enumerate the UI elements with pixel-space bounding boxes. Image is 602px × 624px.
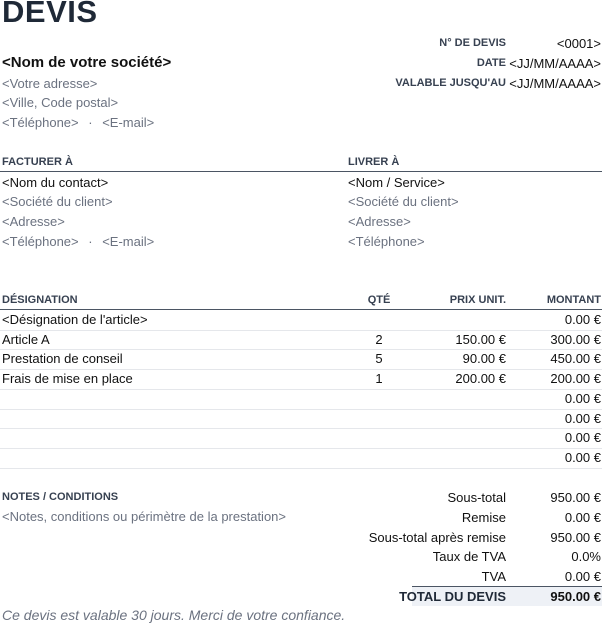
row-designation: Article A bbox=[2, 332, 50, 347]
valid-until-label: VALABLE JUSQU'AU bbox=[395, 77, 506, 89]
row-divider bbox=[0, 369, 602, 370]
address-divider bbox=[0, 171, 602, 172]
row-qty: 2 bbox=[375, 332, 383, 347]
date-value: <JJ/MM/AAAA> bbox=[509, 56, 601, 71]
row-designation: Prestation de conseil bbox=[2, 351, 123, 366]
bill-to-contact: <Nom du contact> bbox=[2, 175, 109, 190]
col-header-unit-price: PRIX UNIT. bbox=[449, 294, 506, 306]
col-header-amount: MONTANT bbox=[546, 294, 601, 306]
bill-to-address: <Adresse> bbox=[2, 214, 65, 229]
quote-number-value: <0001> bbox=[556, 36, 601, 51]
document-title: DEVIS bbox=[2, 0, 98, 29]
ship-to-address: <Adresse> bbox=[348, 214, 411, 229]
row-divider bbox=[0, 428, 602, 429]
table-header-divider bbox=[0, 309, 602, 310]
row-amount: 0.00 € bbox=[564, 411, 601, 426]
subtotal-label: Sous-total bbox=[447, 490, 506, 505]
subtotal-value: 950.00 € bbox=[550, 490, 601, 505]
company-phone: <Téléphone> bbox=[2, 115, 79, 130]
row-amount: 0.00 € bbox=[564, 430, 601, 445]
ship-to-phone: <Téléphone> bbox=[348, 234, 425, 249]
row-amount: 0.00 € bbox=[564, 391, 601, 406]
total-label: TOTAL DU DEVIS bbox=[399, 589, 506, 604]
row-designation: Frais de mise en place bbox=[2, 371, 133, 386]
vat-rate-value: 0.0% bbox=[571, 549, 601, 564]
bill-to-phone: <Téléphone> bbox=[2, 234, 79, 249]
quote-number-label: N° DE DEVIS bbox=[439, 37, 506, 49]
bill-to-client: <Société du client> bbox=[2, 194, 113, 209]
row-designation: <Désignation de l'article> bbox=[2, 312, 148, 327]
bill-to-email: <E-mail> bbox=[102, 234, 155, 249]
vat-label: TVA bbox=[481, 569, 506, 584]
separator-dot: · bbox=[88, 234, 93, 249]
row-qty: 5 bbox=[375, 351, 383, 366]
bill-to-contact-line bbox=[2, 234, 154, 249]
ship-to-name: <Nom / Service> bbox=[348, 175, 445, 190]
row-amount: 450.00 € bbox=[550, 351, 601, 366]
row-amount: 200.00 € bbox=[550, 371, 601, 386]
vat-value: 0.00 € bbox=[564, 569, 601, 584]
row-divider bbox=[0, 468, 602, 469]
discount-label: Remise bbox=[461, 510, 506, 525]
notes-heading: NOTES / CONDITIONS bbox=[2, 491, 119, 503]
company-address: <Votre adresse> bbox=[2, 76, 98, 91]
col-header-designation: DÉSIGNATION bbox=[2, 294, 78, 306]
after-discount-value: 950.00 € bbox=[550, 530, 601, 545]
notes-text: <Notes, conditions ou périmètre de la prestation> bbox=[2, 509, 287, 524]
row-unit-price: 150.00 € bbox=[455, 332, 506, 347]
separator-dot: · bbox=[88, 115, 93, 130]
row-divider bbox=[0, 330, 602, 331]
ship-to-client: <Société du client> bbox=[348, 194, 459, 209]
ship-to-heading: LIVRER À bbox=[348, 156, 400, 168]
date-label: DATE bbox=[476, 57, 506, 69]
company-name: <Nom de votre société> bbox=[2, 54, 172, 71]
row-amount: 0.00 € bbox=[564, 312, 601, 327]
vat-rate-label: Taux de TVA bbox=[432, 549, 506, 564]
bill-to-heading: FACTURER À bbox=[2, 156, 73, 168]
valid-until-value: <JJ/MM/AAAA> bbox=[509, 76, 601, 91]
company-email: <E-mail> bbox=[102, 115, 155, 130]
row-qty: 1 bbox=[375, 371, 383, 386]
discount-value: 0.00 € bbox=[564, 510, 601, 525]
row-divider bbox=[0, 389, 602, 390]
row-amount: 0.00 € bbox=[564, 450, 601, 465]
row-amount: 300.00 € bbox=[550, 332, 601, 347]
row-unit-price: 200.00 € bbox=[455, 371, 506, 386]
footer-note: Ce devis est valable 30 jours. Merci de votre confiance. bbox=[2, 607, 346, 623]
total-value: 950.00 € bbox=[550, 589, 601, 604]
company-city: <Ville, Code postal> bbox=[2, 95, 119, 110]
col-header-qty: QTÉ bbox=[367, 294, 391, 306]
row-unit-price: 90.00 € bbox=[462, 351, 506, 366]
row-divider bbox=[0, 448, 602, 449]
row-divider bbox=[0, 409, 602, 410]
after-discount-label: Sous-total après remise bbox=[368, 530, 506, 545]
row-divider bbox=[0, 349, 602, 350]
company-contact-line bbox=[2, 115, 154, 130]
